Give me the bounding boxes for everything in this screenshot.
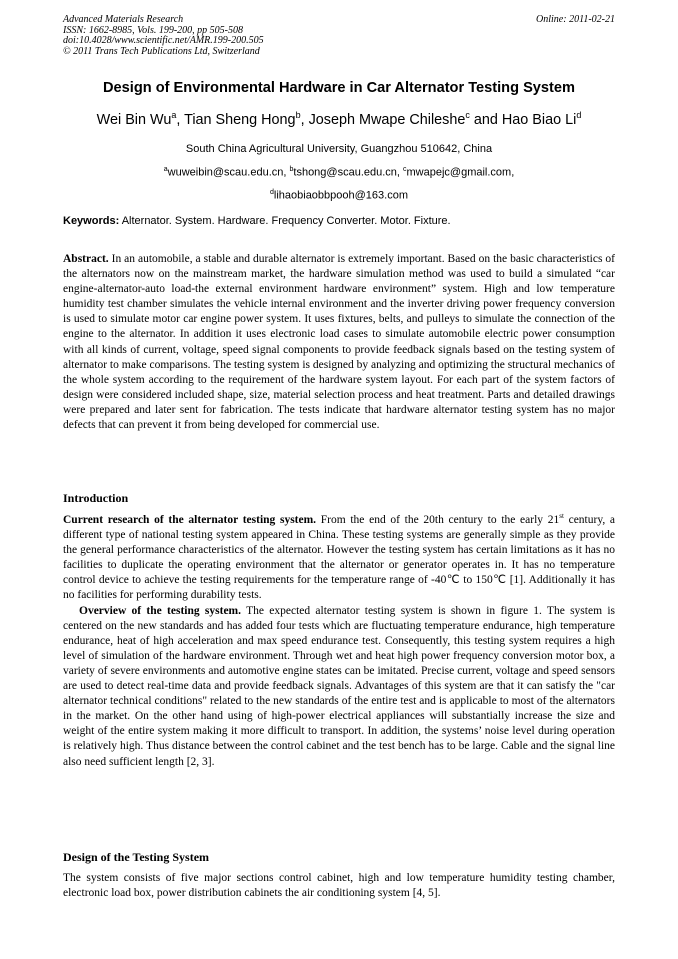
abstract-text: In an automobile, a stable and durable alternator is extremely important. Based on the basic characteristics of the alternators now on the mainstream market, the hardware simulation method was used to build a simulated “car engine-alternator-auto load-the external environment hardware environment” system. High and low temperature humidity test chamber simulates the vehicle internal environment and the inverter driving power frequency conversion is used to simulate motor car engine power system. It uses fixtures, belts, and pulleys to simulate the connection of the engine to the alternator. In addition it uses electronic load cases to simulate automobile electric power consumption with all kinds of current, voltage, speed signal components to provide feedback signals based on the testing system of alternator to make comparisons. The testing system is designed by analyzing and optimizing the structural mechanics of the whole system according to the requirement of the hardware system layout. For each part of the system factors of design were considered included shape, size, material selection process and heat treatment. Parts and detailed drawings were prepared and later sent for fabrication. The tests indicate that hardware alternator testing system has no major defects that can prevent it from being developed for commercial use. xyxy=(63,253,615,432)
author: Wei Bin Wu$^a$, xyxy=(96,110,185,128)
paper-title: Design of Environmental Hardware in Car Alternator Testing System xyxy=(103,80,575,96)
email-link[interactable]: mwapejc@gmail.com, xyxy=(406,166,515,179)
journal-name: Advanced Materials Research xyxy=(63,14,184,25)
email-link[interactable]: tshong@scau.edu.cn, xyxy=(293,166,404,179)
author: Tian Sheng Hong$^b$, xyxy=(184,110,309,128)
email-line: $^a$wuweibin@scau.edu.cn, $^b$tshong@scau.edu.cn, $^c$mwapejc@gmail.com, xyxy=(163,165,515,179)
paragraph: Current research of the alternator testing system. From the end of the 20th century to the early 21st century, a different type of national testing system appeared in China. These testing systems are generally simple as they provide the general performance characteristics of the alternator. However the testing system has certain limitations as it has no facilities to duplicate the operating environment that the alternator or generator operates in. It has no temperature control device to achieve the testing requirements for the temperature range of -40℃ to 150℃ [1]. Additionally it has no facilities for performing durability tests. xyxy=(63,512,615,602)
section-heading: Introduction xyxy=(63,491,129,505)
author: Hao Biao Li$^d$ xyxy=(501,110,582,128)
introduction-body xyxy=(63,513,615,770)
email-link[interactable]: wuweibin@scau.edu.cn, xyxy=(167,166,290,179)
design-body xyxy=(63,871,615,901)
paragraph: The system consists of five major sections control cabinet, high and low temperature humidity testing chamber, electronic load box, power distribution cabinets the air conditioning system [4, 5]. xyxy=(63,872,615,900)
keywords-label: Keywords: xyxy=(63,215,120,227)
abstract xyxy=(63,252,615,433)
journal-header xyxy=(63,15,615,57)
keywords-text: Alternator. System. Hardware. Frequency Converter. Motor. Fixture. xyxy=(119,215,451,227)
online-date: Online: 2011-02-21 xyxy=(536,14,615,25)
affiliation-block xyxy=(40,140,638,206)
email-link[interactable]: lihaobiaobbpooh@163.com xyxy=(273,189,408,202)
copyright-line: © 2011 Trans Tech Publications Ltd, Switzerland xyxy=(63,45,260,57)
abstract-label: Abstract. xyxy=(63,253,109,265)
email-line: $^d$lihaobiaobbpooh@163.com xyxy=(269,188,408,202)
affiliation: South China Agricultural University, Guangzhou 510642, China xyxy=(185,143,493,155)
issn-line: ISSN: 1662-8985, Vols. 199-200, pp 505-508 xyxy=(63,24,243,36)
paragraph: Overview of the testing system. The expected alternator testing system is shown in figure 1. The system is centered on the new standards and has added four tests which are fluctuating temperature endurance, high temperature endurance, heat of high acceleration and max speed endurance test. Consequently, this testing system requires a high level of simulation of the hardware environment. Through wet and heat high power frequency conversion motor box, a variety of severe environments and automotive engine states can be imitated. Precise current, voltage and speed sensors are used to detect real-time data and provide feedback signals. Advantages of this system are that it can satisfy the "car alternator technical conditions" related to the new standards of the entire test and is applicable to most of the alternators in the market. On the other hand using of high-power electrical appliances will substantially increase the size and weight of the entire system making it more difficult to transport. In addition, the systems’ noise level during operation is relatively high. Thus distance between the control cabinet and the test bench has to be large. Cable and the signal line also need sufficient length [2, 3]. xyxy=(63,604,615,768)
keywords xyxy=(63,215,615,227)
doi-line: doi:10.4028/www.scientific.net/AMR.199-200.505 xyxy=(63,35,264,46)
author: Joseph Mwape Chileshe$^c$ and xyxy=(308,110,502,128)
author-list xyxy=(40,110,638,128)
section-heading: Design of the Testing System xyxy=(63,850,210,864)
